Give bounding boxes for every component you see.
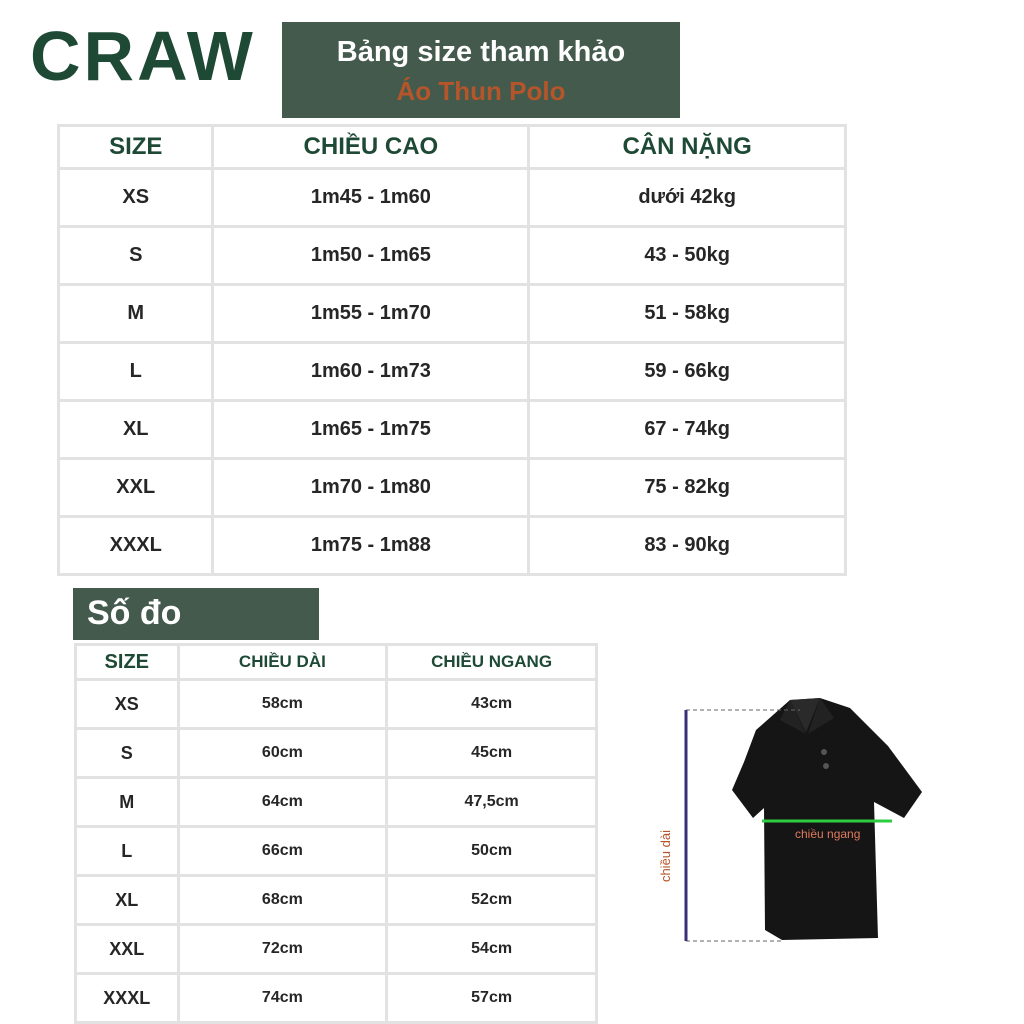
height-cell: 1m50 - 1m65 [213,227,529,285]
table-row [76,974,597,1023]
brand-logo: CRAW [30,17,256,95]
measurement-table [74,643,598,1024]
size-cell: XL [59,401,213,459]
size-cell: XS [59,169,213,227]
table-header-row [59,126,846,169]
size-cell: XL [76,876,179,925]
length-cell: 74cm [178,974,387,1023]
length-cell: 72cm [178,925,387,974]
weight-cell: 83 - 90kg [529,517,846,575]
size-cell: M [76,778,179,827]
size-cell: S [76,729,179,778]
width-cell: 45cm [387,729,597,778]
size-cell: XXXL [76,974,179,1023]
length-cell: 66cm [178,827,387,876]
measurement-diagram [650,690,940,950]
width-cell: 54cm [387,925,597,974]
width-cell: 50cm [387,827,597,876]
weight-cell: 51 - 58kg [529,285,846,343]
table-header-row [76,645,597,680]
table-row [59,227,846,285]
width-label: chiều ngang [795,827,861,841]
header-length: CHIỀU DÀI [178,645,387,680]
title-banner [282,22,680,118]
size-cell: L [76,827,179,876]
length-label: chiều dài [658,830,673,883]
size-cell: XXXL [59,517,213,575]
length-cell: 64cm [178,778,387,827]
measure-section-banner [73,588,319,640]
table-row [76,680,597,729]
table-row [59,517,846,575]
table-row [59,459,846,517]
table-row [76,729,597,778]
shirt-body [732,698,922,940]
weight-cell: 75 - 82kg [529,459,846,517]
size-cell: XXL [76,925,179,974]
weight-cell: 43 - 50kg [529,227,846,285]
weight-cell: 67 - 74kg [529,401,846,459]
table-row [59,169,846,227]
button-icon [821,749,827,755]
button-icon [823,763,829,769]
polo-shirt-icon [650,690,940,950]
table-row [76,827,597,876]
width-cell: 43cm [387,680,597,729]
table-row [59,285,846,343]
table-row [76,778,597,827]
header-size: SIZE [59,126,213,169]
height-cell: 1m70 - 1m80 [213,459,529,517]
height-cell: 1m60 - 1m73 [213,343,529,401]
table-row [76,876,597,925]
length-cell: 60cm [178,729,387,778]
size-chart-table [57,124,847,576]
size-cell: XXL [59,459,213,517]
width-cell: 47,5cm [387,778,597,827]
page-subtitle: Áo Thun Polo [396,76,566,106]
table-row [59,343,846,401]
size-cell: XS [76,680,179,729]
header-width: CHIỀU NGANG [387,645,597,680]
size-cell: M [59,285,213,343]
header-height: CHIỀU CAO [213,126,529,169]
length-cell: 58cm [178,680,387,729]
height-cell: 1m75 - 1m88 [213,517,529,575]
header-size: SIZE [76,645,179,680]
page-title: Bảng size tham khảo [336,36,626,68]
height-cell: 1m65 - 1m75 [213,401,529,459]
section-title: Số đo [87,594,182,632]
size-cell: L [59,343,213,401]
width-cell: 57cm [387,974,597,1023]
width-cell: 52cm [387,876,597,925]
height-cell: 1m55 - 1m70 [213,285,529,343]
weight-cell: dưới 42kg [529,169,846,227]
height-cell: 1m45 - 1m60 [213,169,529,227]
weight-cell: 59 - 66kg [529,343,846,401]
header-weight: CÂN NẶNG [529,126,846,169]
length-cell: 68cm [178,876,387,925]
size-cell: S [59,227,213,285]
table-row [76,925,597,974]
table-row [59,401,846,459]
